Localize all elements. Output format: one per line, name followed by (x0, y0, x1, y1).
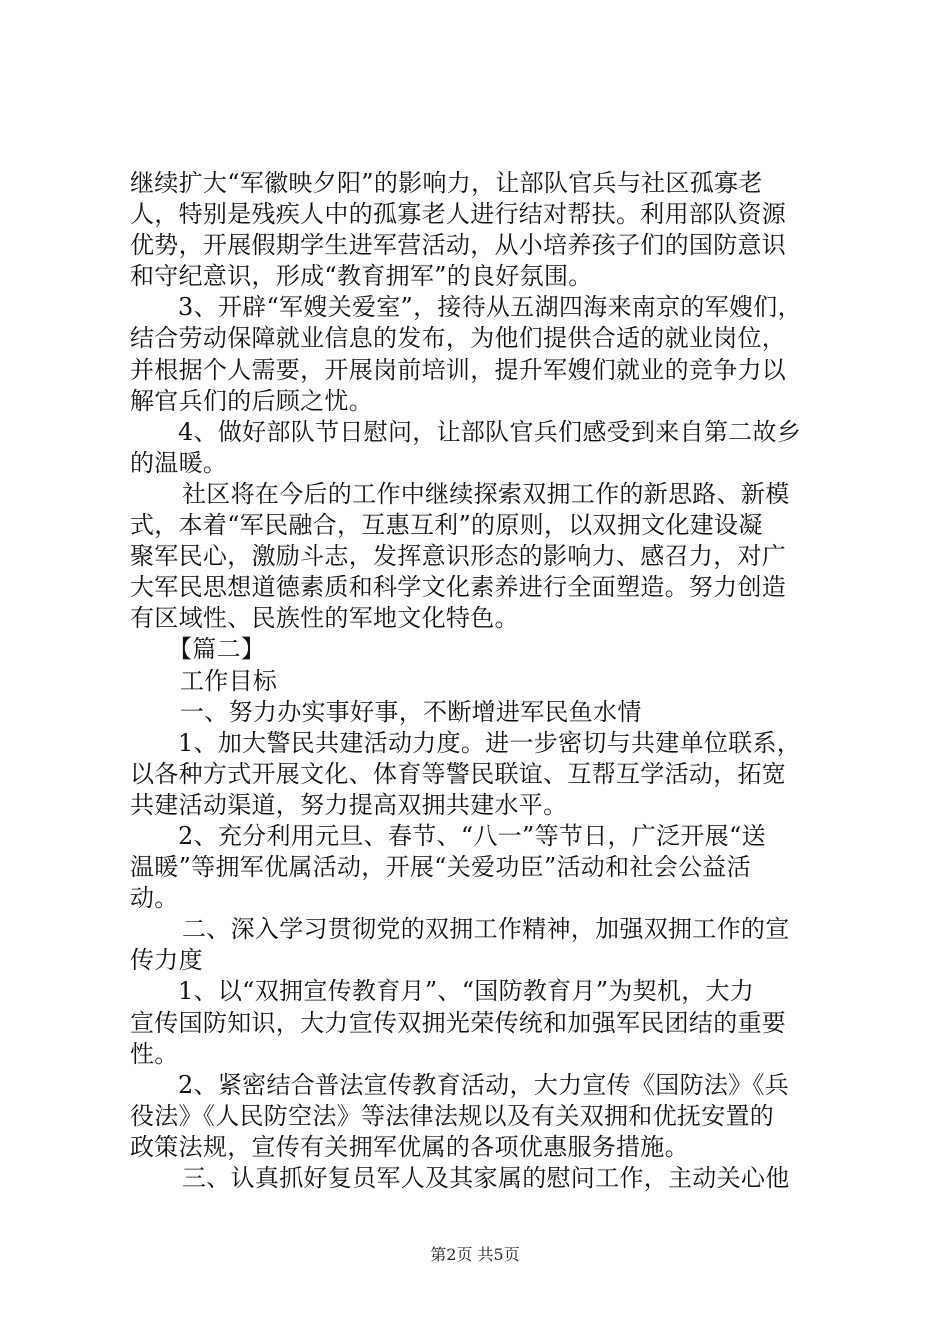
text-line: 3、开辟“军嫂关爱室”，接待从五湖四海来南京的军嫂们， (178, 293, 802, 322)
text-line: 宣传国防知识，大力宣传双拥光荣传统和加强军民团结的重要 (130, 1008, 787, 1037)
text-line: 2、紧密结合普法宣传教育活动，大力宣传《国防法》《兵 (178, 1070, 790, 1099)
text-line: 式，本着“军民融合，互惠互利”的原则，以双拥文化建设凝 (130, 511, 763, 540)
text-line: 优势，开展假期学生进军营活动，从小培养孩子们的国防意识 (130, 231, 787, 260)
text-line: 社区将在今后的工作中继续探索双拥工作的新思路、新模 (182, 479, 790, 508)
text-line: 4、做好部队节日慰问，让部队官兵们感受到来自第二故乡 (178, 417, 802, 446)
text-line: 共建活动渠道，努力提高双拥共建水平。 (130, 790, 568, 819)
text-line: 大军民思想道德素质和科学文化素养进行全面塑造。努力创造 (130, 573, 787, 602)
text-line: 传力度 (130, 946, 203, 975)
text-line: 以各种方式开展文化、体育等警民联谊、互帮互学活动，拓宽 (130, 759, 787, 788)
document-body (130, 168, 834, 1194)
text-line: 【篇二】 (168, 635, 266, 664)
text-line: 1、加大警民共建活动力度。进一步密切与共建单位联系， (178, 728, 802, 757)
text-line: 并根据个人需要，开展岗前培训，提升军嫂们就业的竞争力以 (130, 355, 787, 384)
text-line: 有区域性、民族性的军地文化特色。 (130, 604, 519, 633)
text-line: 三、认真抓好复员军人及其家属的慰问工作，主动关心他 (182, 1164, 790, 1192)
page-footer: 第2页 共5页 (430, 1245, 520, 1264)
text-line: 动。 (130, 884, 179, 913)
text-line: 二、深入学习贯彻党的双拥工作精神，加强双拥工作的宣 (182, 915, 790, 944)
text-line: 解官兵们的后顾之忧。 (130, 386, 373, 415)
text-line: 一、努力办实事好事，不断增进军民鱼水情 (180, 697, 642, 726)
text-line: 结合劳动保障就业信息的发布，为他们提供合适的就业岗位， (130, 324, 787, 353)
text-line: 聚军民心，激励斗志，发挥意识形态的影响力、感召力，对广 (130, 542, 787, 571)
text-line: 人，特别是残疾人中的孤寡老人进行结对帮扶。利用部队资源 (130, 200, 787, 229)
text-line: 工作目标 (180, 666, 278, 695)
text-line: 温暖”等拥军优属活动，开展“关爱功臣”活动和社会公益活 (130, 853, 751, 882)
text-line: 性。 (130, 1039, 179, 1068)
text-line: 和守纪意识，形成“教育拥军”的良好氛围。 (130, 262, 593, 291)
text-line: 继续扩大“军徽映夕阳”的影响力，让部队官兵与社区孤寡老 (130, 169, 763, 197)
text-line: 役法》《人民防空法》等法律法规以及有关双拥和优抚安置的 (130, 1101, 775, 1130)
text-line: 1、以“双拥宣传教育月”、“国防教育月”为契机，大力 (178, 977, 755, 1006)
text-line: 政策法规，宣传有关拥军优属的各项优惠服务措施。 (130, 1132, 689, 1161)
text-line: 的温暖。 (130, 448, 228, 477)
text-line: 2、充分利用元旦、春节、“八一”等节日，广泛开展“送 (178, 821, 766, 850)
